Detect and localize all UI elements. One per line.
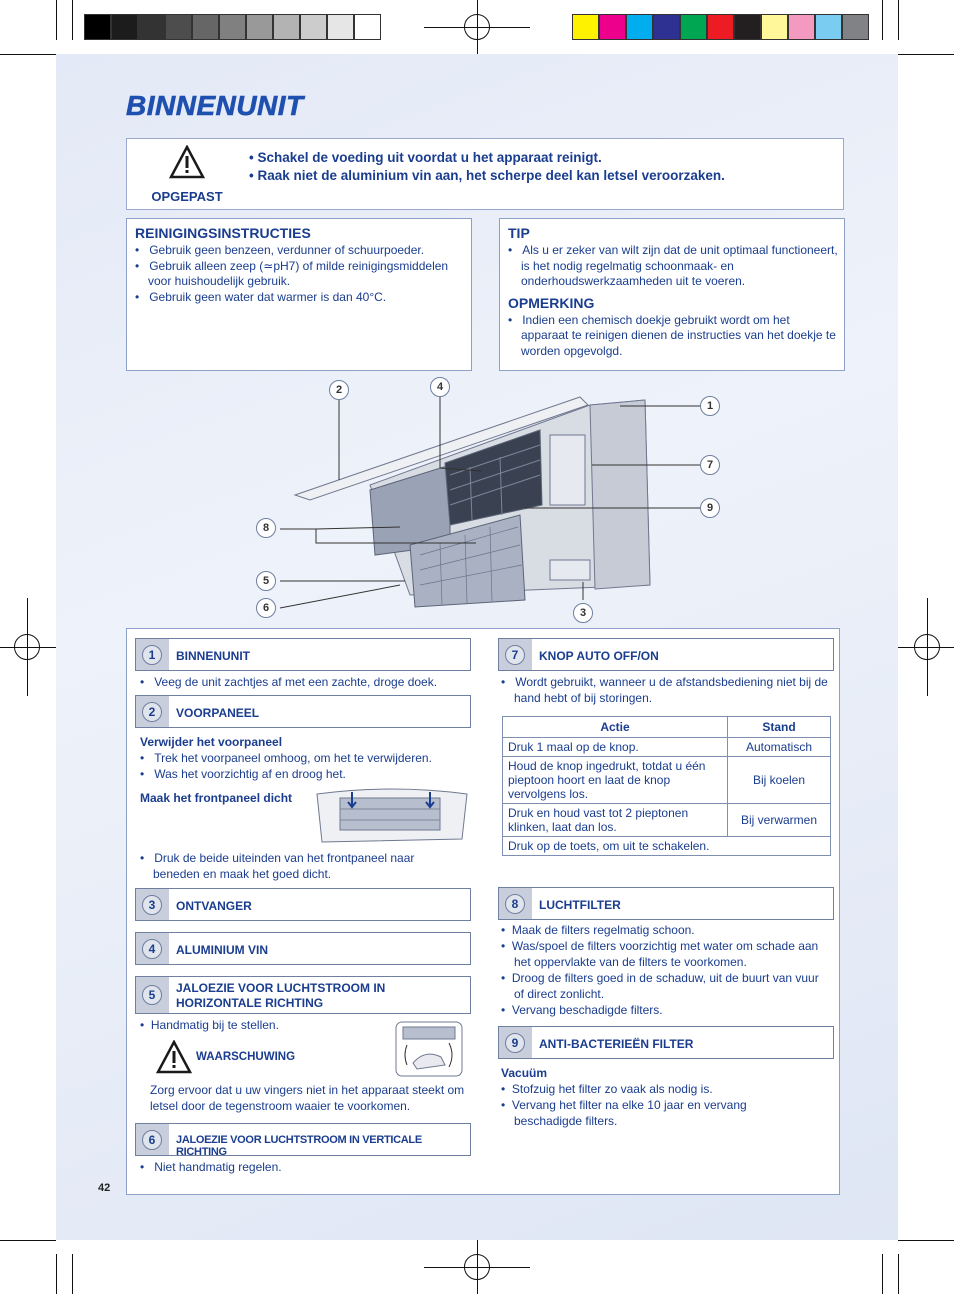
section-number: 7: [505, 645, 525, 665]
section-2-item: • Trek het voorpaneel omhoog, om het te verwijderen.: [140, 751, 432, 765]
tip-item: • Als u er zeker van wilt zijn dat de unit optimaal functioneert, is het nodig regelmatig schoonmaak- en onderhoudswerkzaamheden uit te voeren.: [508, 243, 838, 288]
table-row: [503, 837, 831, 856]
tip-title: TIP: [508, 225, 530, 241]
section-8-item: • Vervang beschadigde filters.: [501, 1003, 663, 1017]
section-2-header: [135, 695, 471, 728]
remark-title: OPMERKING: [508, 294, 595, 311]
callout-8: 8: [256, 518, 276, 538]
caution-label: OPGEPAST: [151, 189, 223, 204]
table-cell: Druk op de toets, om uit te schakelen.: [503, 837, 831, 856]
auto-button-table: [502, 716, 831, 856]
section-number: 8: [505, 894, 525, 914]
table-header: Stand: [728, 717, 831, 738]
table-header-row: [503, 717, 831, 738]
section-title: ANTI-BACTERIEËN FILTER: [539, 1037, 694, 1051]
table-cell: Druk en houd vast tot 2 pieptonen klinken, laat dan los.: [503, 804, 728, 837]
indoor-unit-illustration: [250, 375, 730, 625]
callout-5: 5: [256, 571, 276, 591]
section-2-item: • Was het voorzichtig af en droog het.: [140, 767, 346, 781]
section-number: 5: [142, 985, 162, 1005]
callout-9: 9: [700, 498, 720, 518]
section-number: 9: [505, 1033, 525, 1053]
cleaning-item: • Gebruik alleen zeep (≃pH7) of milde reinigingsmiddelen voor huishoudelijk gebruik.: [135, 258, 449, 288]
warning-label: WAARSCHUWING: [196, 1051, 296, 1063]
section-9-list: [501, 1081, 801, 1129]
section-8-item: • Droog de filters goed in de schaduw, uit de buurt van vuur of direct zonlicht.: [501, 971, 819, 1001]
section-number: 4: [142, 939, 162, 959]
section-title: BINNENUNIT: [176, 649, 250, 663]
table-cell: Druk 1 maal op de knop.: [503, 738, 728, 757]
section-9-item: • Vervang het filter na elke 10 jaar en vervang beschadigde filters.: [501, 1098, 747, 1128]
warning-triangle-icon: [156, 1040, 192, 1074]
warning-triangle-icon: [169, 145, 205, 179]
section-5-header: [135, 976, 471, 1014]
callout-4: 4: [430, 377, 450, 397]
section-4-header: [135, 932, 471, 965]
callout-2: 2: [329, 380, 349, 400]
front-panel-illustration: [312, 784, 472, 850]
section-2-subtitle: Verwijder het voorpaneel: [140, 735, 283, 749]
page-title: BINNENUNIT: [126, 90, 304, 121]
section-6-header: [135, 1123, 471, 1156]
table-cell: Houd de knop ingedrukt, totdat u één pieptoon hoort en laat de knop vervolgens los.: [503, 757, 728, 804]
section-8-item: • Maak de filters regelmatig schoon.: [501, 923, 695, 937]
section-title: ALUMINIUM VIN: [176, 943, 268, 957]
section-1-header: [135, 638, 471, 671]
cleaning-title: REINIGINGSINSTRUCTIES: [135, 225, 311, 241]
section-title: JALOEZIE VOOR LUCHTSTROOM IN VERTICALE RICHTING: [176, 1134, 422, 1158]
caution-list: [249, 149, 725, 185]
section-8-item: • Was/spoel de filters voorzichtig met water om schade aan het oppervlakte van de filters te voorkomen.: [501, 939, 819, 969]
section-8-list: [501, 922, 831, 1018]
section-2-item: • Druk de beide uiteinden van het frontpaneel naar beneden en maak het goed dicht.: [140, 851, 415, 881]
section-title: LUCHTFILTER: [539, 898, 621, 912]
callout-6: 6: [256, 598, 276, 618]
section-title: ONTVANGER: [176, 899, 252, 913]
section-number: 6: [142, 1130, 162, 1150]
section-6-item: • Niet handmatig regelen.: [140, 1160, 282, 1174]
section-7-header: [498, 638, 834, 671]
section-3-header: [135, 888, 471, 921]
section-9-item: • Stofzuig het filter zo vaak als nodig is.: [501, 1082, 713, 1096]
hand-adjust-illustration: [395, 1021, 463, 1077]
table-header: Actie: [503, 717, 728, 738]
table-cell: Bij koelen: [728, 757, 831, 804]
table-cell: Bij verwarmen: [728, 804, 831, 837]
table-row: [503, 738, 831, 757]
cleaning-item: • Gebruik geen water dat warmer is dan 40°C.: [135, 289, 387, 304]
callout-3: 3: [573, 603, 593, 623]
section-2-subtitle: Maak het frontpaneel dicht: [140, 791, 293, 805]
section-number: 1: [142, 645, 162, 665]
callout-1: 1: [700, 396, 720, 416]
page-number: 42: [98, 1182, 111, 1194]
table-row: [503, 757, 831, 804]
section-title: KNOP AUTO OFF/ON: [539, 649, 659, 663]
caution-item: • Raak niet de aluminium vin aan, het scherpe deel kan letsel veroorzaken.: [249, 168, 725, 183]
section-8-header: [498, 887, 834, 920]
section-7-item: • Wordt gebruikt, wanneer u de afstandsbediening niet bij de hand hebt of bij storingen.: [501, 675, 828, 705]
caution-box: [126, 138, 844, 210]
caution-item: • Schakel de voeding uit voordat u het apparaat reinigt.: [249, 150, 602, 165]
remark-item: • Indien een chemisch doekje gebruikt wordt om het apparaat te reinigen dienen de instructies van het doekje te worden opgevolgd.: [508, 312, 836, 358]
cleaning-item: • Gebruik geen benzeen, verdunner of schuurpoeder.: [135, 243, 425, 257]
tip-box: [499, 218, 845, 371]
table-row: [503, 804, 831, 837]
section-title: VOORPANEEL: [176, 706, 260, 720]
section-title: JALOEZIE VOOR LUCHTSTROOM IN HORIZONTALE RICHTING: [176, 981, 386, 1010]
section-number: 3: [142, 895, 162, 915]
warning-text: Zorg ervoor dat u uw vingers niet in het apparaat steekt om letsel door de tegenstroom waaier te voorkomen.: [150, 1083, 465, 1113]
table-cell: Automatisch: [728, 738, 831, 757]
cleaning-instructions-box: [126, 218, 472, 371]
section-1-item: • Veeg de unit zachtjes af met een zachte, droge doek.: [140, 675, 438, 689]
section-number: 2: [142, 702, 162, 722]
callout-7: 7: [700, 455, 720, 475]
section-9-header: [498, 1026, 834, 1059]
section-9-subtitle: Vacuüm: [501, 1066, 548, 1080]
section-5-item: • Handmatig bij te stellen.: [140, 1018, 279, 1032]
